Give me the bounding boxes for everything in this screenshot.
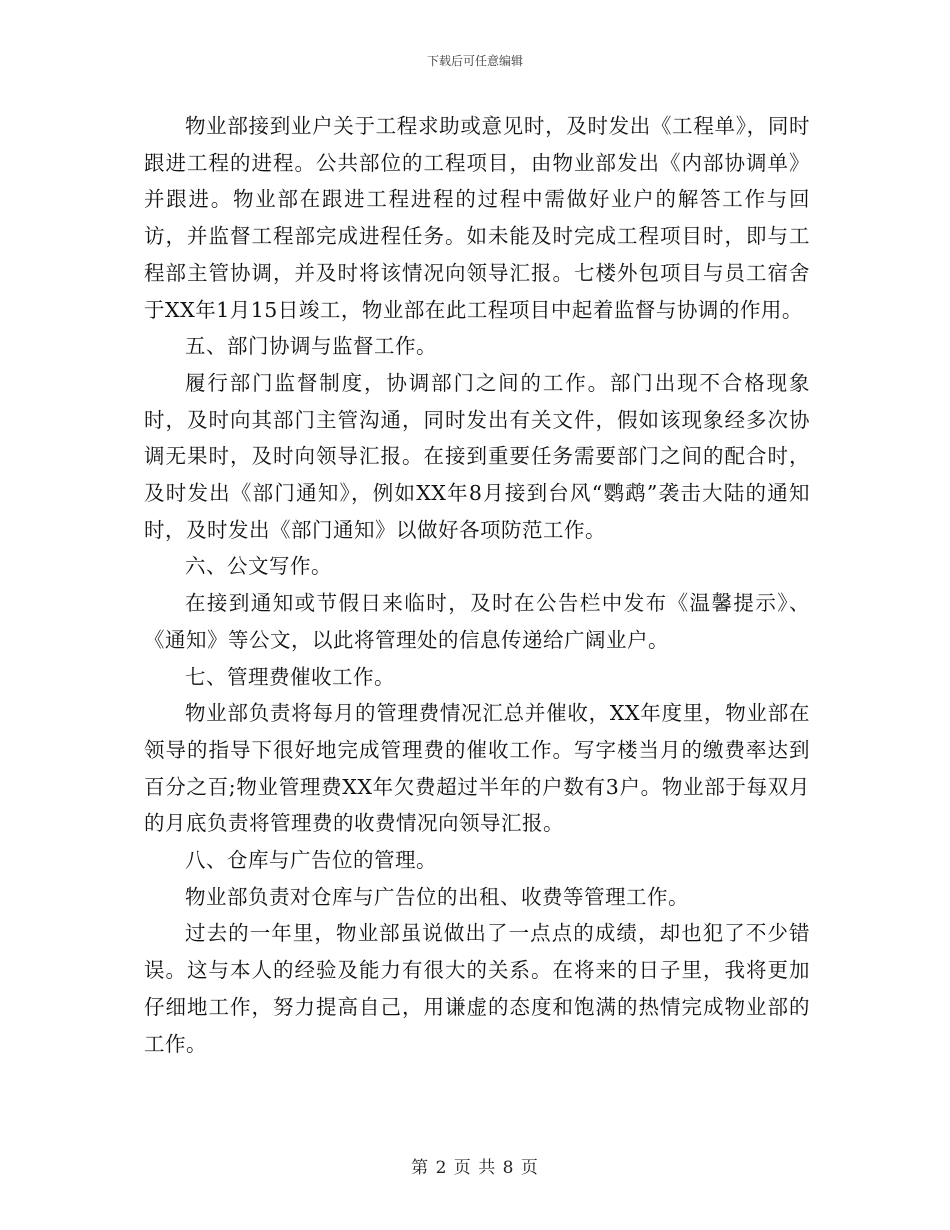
page-number: 2: [435, 1158, 448, 1178]
section-heading-8: 八、仓库与广告位的管理。: [185, 848, 437, 873]
paragraph-summary: 过去的一年里，物业部虽说做出了一点点的成绩，却也犯了不少错误。这与本人的经验及能力有很大的关系。在将来的日子里，我将更加仔细地工作，努力提高自己，用谦虚的态度和饱满的热情完成物业部的工作。: [144, 921, 810, 1056]
paragraph-engineering-followup: 物业部接到业户关于工程求助或意见时，及时发出《工程单》，同时跟进工程的进程。公共部位的工程项目，由物业部发出《内部协调单》并跟进。物业部在跟进工程进程的过程中需做好业户的解答工作与回访，并监督工程部完成进程任务。如未能及时完成工程项目时，即与工程部主管协调，并及时将该情况向领导汇报。七楼外包项目与员工宿舍于XX年1月15日竣工，物业部在此工程项目中起着监督与协调的作用。: [144, 114, 810, 322]
section-heading-5: 五、部门协调与监督工作。: [185, 334, 437, 359]
paragraph-official-documents: 在接到通知或节假日来临时，及时在公告栏中发布《温馨提示》、《通知》等公文，以此将管理处的信息传递给广阔业户。: [144, 591, 810, 652]
section-heading-6: 六、公文写作。: [185, 554, 332, 579]
paragraph-warehouse-ads: 物业部负责对仓库与广告位的出租、收费等管理工作。: [185, 884, 689, 909]
page-label-middle: 页 共: [453, 1158, 497, 1178]
paragraph-department-coordination: 履行部门监督制度，协调部门之间的工作。部门出现不合格现象时，及时向其部门主管沟通，同时发出有关文件，假如该现象经多次协调无果时，及时向领导汇报。在接到重要任务需要部门之间的配合时，及时发出《部门通知》，例如XX年8月接到台风“鹦鹉”袭击大陆的通知时，及时发出《部门通知》以做好各项防范工作。: [144, 370, 810, 542]
page-label-suffix: 页: [520, 1158, 539, 1178]
page-footer: [0, 1153, 950, 1178]
document-body: [144, 108, 810, 1062]
paragraph-fee-collection: 物业部负责将每月的管理费情况汇总并催收，XX年度里，物业部在领导的指导下很好地完成管理费的催收工作。写字楼当月的缴费率达到百分之百;物业管理费XX年欠费超过半年的户数有3户。物业部于每双月的月底负责将管理费的收费情况向领导汇报。: [144, 701, 810, 836]
total-pages: 8: [502, 1158, 515, 1178]
section-heading-7: 七、管理费催收工作。: [185, 664, 395, 689]
page-label-prefix: 第: [411, 1158, 430, 1178]
page-header: 下载后可任意编辑: [426, 54, 523, 68]
